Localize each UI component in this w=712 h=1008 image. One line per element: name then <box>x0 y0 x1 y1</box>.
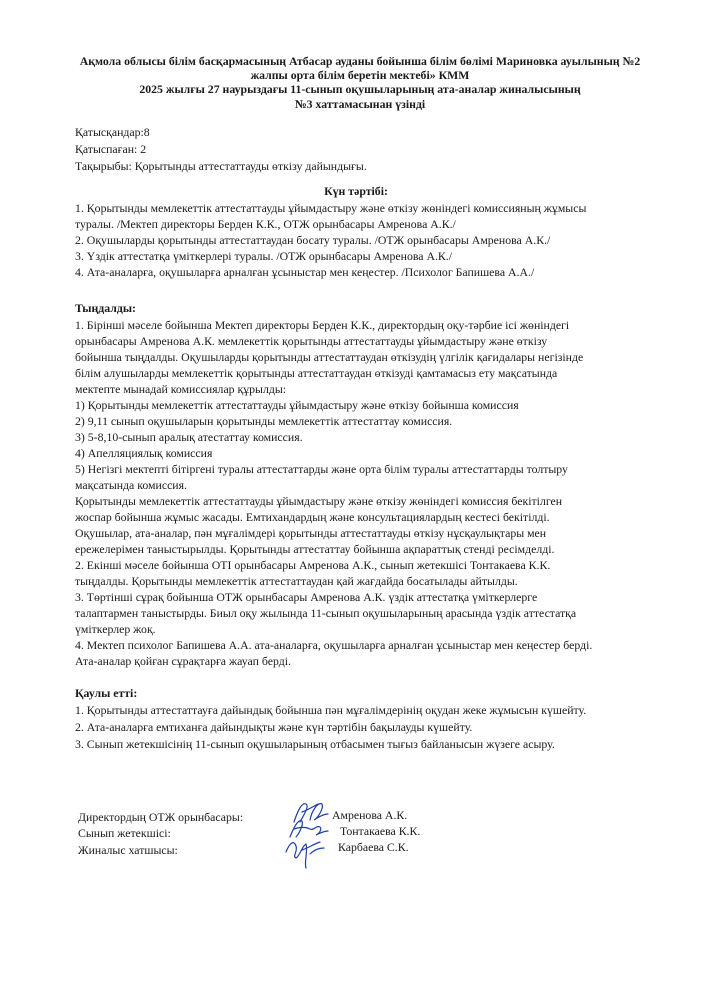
signature-name: Карбаева С.К. <box>338 840 409 854</box>
agenda-item: туралы. /Мектеп директоры Берден К.К., ОТЖ орынбасары Амренова А.К./ <box>75 217 456 231</box>
heard-line: 3. Төртінші сұрақ бойынша ОТЖ орынбасары Амренова А.К. үздік аттестатқа үміткерлерге <box>75 590 538 604</box>
heard-line: Оқушылар, ата-аналар, пән мұғалімдері қорытынды аттестаттауды өткізу нұсқаулықтары мен <box>75 526 547 540</box>
heard-line: 2) 9,11 сынып оқушыларын қорытынды мемлекеттік аттестаттау комиссия. <box>75 414 453 428</box>
agenda-item: 3. Үздік аттестатқа үміткерлері туралы. /ОТЖ орынбасары Амренова А.К./ <box>75 249 453 263</box>
handwritten-signature <box>282 832 330 872</box>
agenda-title: Күн тәртібі: <box>324 184 388 198</box>
heard-line: 3) 5-8,10-сынып аралық атестаттау комиссия. <box>75 430 303 444</box>
absent-count: Қатыспаған: 2 <box>75 142 147 156</box>
heard-line: талаптармен таныстырды. Биыл оқу жылында 11-сынып оқушыларының арасында үздік аттестатқа <box>75 606 577 620</box>
header-line: №3 хаттамасынан үзінді <box>294 96 426 111</box>
heard-line: Ата-аналар қойған сұрақтарға жауап берді. <box>75 654 291 668</box>
agenda-item: 4. Ата-аналарға, оқушыларға арналған ұсыныстар мен кеңестер. /Психолог Бапишева А.А./ <box>75 265 535 279</box>
heard-line: 4. Мектеп психолог Бапишева А.А. ата-аналарға, оқушыларға арналған ұсыныстар мен кеңестер берді. <box>75 638 593 652</box>
header-line: Ақмола облысы білім басқармасының Атбасар ауданы бойынша білім бөлімі Мариновка ауылының №2 <box>79 54 641 68</box>
signature-role: Жиналыс хатшысы: <box>78 843 178 857</box>
heard-line: мақсатында комиссия. <box>75 478 187 492</box>
heard-line: 5) Негізгі мектепті бітіргені туралы аттестаттарды және орта білім туралы аттестаттарды толтыру <box>75 462 568 476</box>
signature-role: Сынып жетекшісі: <box>78 826 171 840</box>
heard-title: Тыңдалды: <box>75 301 136 315</box>
heard-line: 2. Екінші мәселе бойынша ОТІ орынбасары Амренова А.К., сынып жетекшісі Тонтакаева К.К. <box>75 558 551 572</box>
decided-item: 2. Ата-аналарға емтиханға дайындықты және күн тәртібін бақылауды күшейту. <box>75 720 473 734</box>
participants-count: Қатысқандар:8 <box>75 125 150 139</box>
heard-line: үміткерлер жоқ. <box>75 622 156 636</box>
heard-line: ережелерімен таныстырылды. Қорытынды аттестаттау бойынша ақпараттық стенді ресімделді. <box>75 542 555 556</box>
decided-item: 1. Қорытынды аттестаттауға дайындық бойынша пән мұғалімдерінің оқудан жеке жұмысын күшейту. <box>75 703 587 717</box>
heard-line: 1) Қорытынды мемлекеттік аттестаттауды ұйымдастыру және өткізу бойынша комиссия <box>75 398 519 412</box>
header-line: 2025 жылғы 27 наурыздағы 11-сынып оқушыларының ата-аналар жиналысының <box>139 82 581 97</box>
heard-line: бойынша тыңдалды. Оқушыларды қорытынды аттестаттаудан өткізудің үлгілік қағидалары негізінде <box>75 350 584 364</box>
heard-line: тыңдалды. Қорытынды мемлекеттік аттестаттаудан қай жағдайда босатылады айтылды. <box>75 574 518 588</box>
heard-line: жоспар бойынша жұмыс жасады. Емтихандардың және консультациялардың кестесі бекітілді. <box>75 510 550 524</box>
heard-line: 4) Апелляциялық комиссия <box>75 446 213 460</box>
decided-item: 3. Сынып жетекшісінің 11-сынып оқушыларының отбасымен тығыз байланысын жүзеге асыру. <box>75 737 555 751</box>
heard-line: орынбасары Амренова А.К. мемлекеттік қорытынды аттестаттауды ұйымдастыру және өткізу <box>75 334 548 348</box>
decided-title: Қаулы етті: <box>75 686 138 700</box>
heard-line: мектепте мынадай комиссиялар құрылды: <box>75 382 287 396</box>
meeting-topic: Тақырыбы: Қорытынды аттестаттауды өткізу дайындығы. <box>75 159 367 173</box>
agenda-item: 2. Оқушыларды қорытынды аттестаттаудан босату туралы. /ОТЖ орынбасары Амренова А.К./ <box>75 233 551 247</box>
signature-name: Амренова А.К. <box>332 808 408 822</box>
signature-role: Директордың ОТЖ орынбасары: <box>78 810 244 824</box>
heard-line: Қорытынды мемлекеттік аттестаттауды ұйымдастыру және өткізу жөніндегі комиссия бекітілген <box>75 494 563 508</box>
heard-line: 1. Бірінші мәселе бойынша Мектеп директоры Берден К.К., директордың оқу-тәрбие ісі жөніндегі <box>75 318 570 332</box>
heard-line: білім алушыларды мемлекеттік қорытынды аттестаттаудан өткізуді қамтамасыз ету мақсатында <box>75 366 558 380</box>
document-header <box>40 54 680 111</box>
header-line: жалпы орта білім беретін мектебі» КММ <box>250 68 470 83</box>
agenda-item: 1. Қорытынды мемлекеттік аттестаттауды ұйымдастыру және өткізу жөніндегі комиссияның жұмысы <box>75 201 587 215</box>
signature-name: Тонтакаева К.К. <box>340 824 421 838</box>
